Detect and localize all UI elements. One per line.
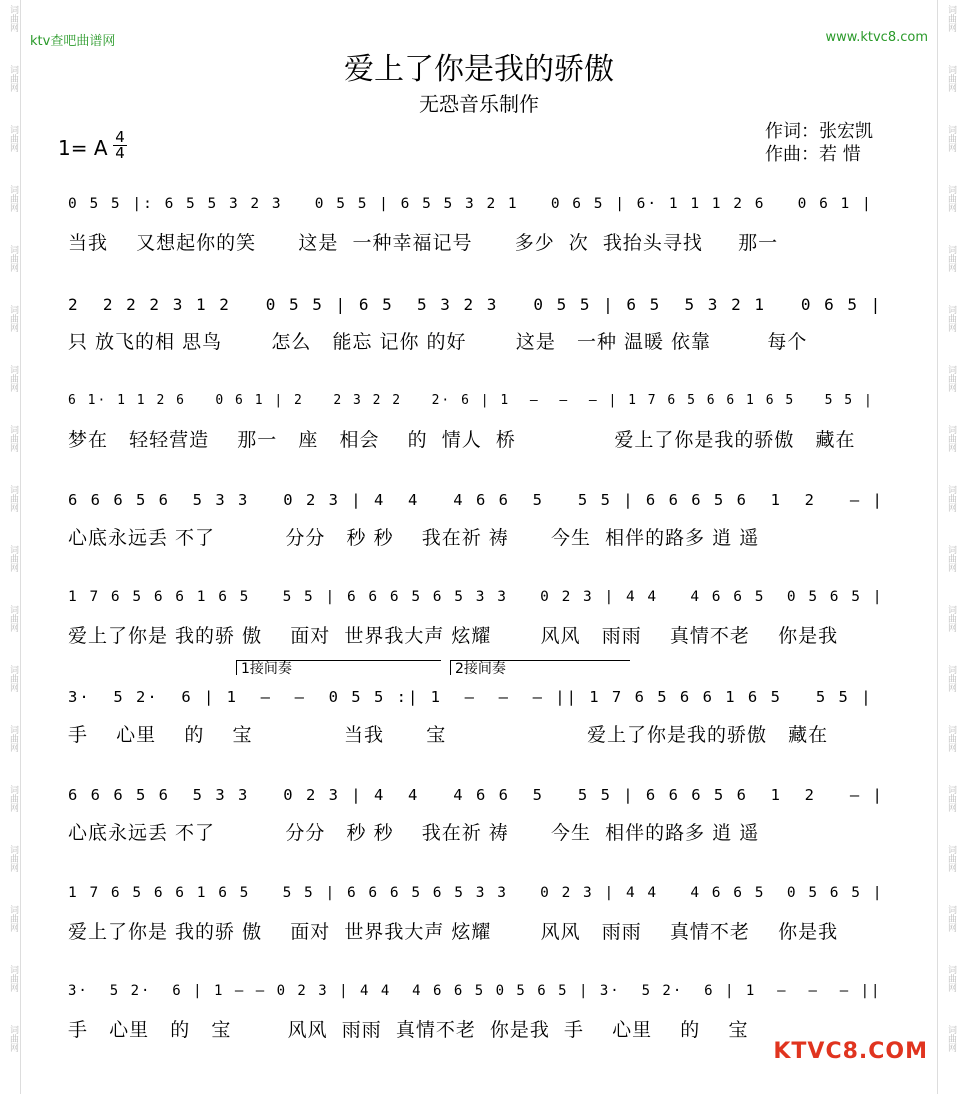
notation-line: 0 5 5 |: 6 5 5 3 2 3 0 5 5 | 6 5 5 3 2 1 0 6 5 | 6· 1 1 1 2 6 0 6 1 | (68, 196, 873, 212)
notation-line: 1 7 6 5 6 6 1 6 5 5 5 | 6 6 6 5 6 5 3 3 0 2 3 | 4 4 4 6 6 5 0 5 6 5 | (68, 589, 884, 605)
lyrics-line: 爱上了你是 我的骄 傲 面对 世界我大声 炫耀 风风 雨雨 真情不老 你是我 (68, 921, 839, 943)
side-watermark-text: 词曲网 (8, 305, 18, 332)
lyrics-line: 当我 又想起你的笑 这是 一种幸福记号 多少 次 我抬头寻找 那一 (68, 232, 779, 254)
site-logo: KTVC8.COM (773, 1039, 928, 1064)
lyricist: 作词：张宏凯 (765, 121, 873, 142)
side-watermark-text: 词曲网 (946, 665, 956, 692)
side-watermark-text: 词曲网 (8, 485, 18, 512)
lyrics-line: 心底永远丢 不了 分分 秒 秒 我在祈 祷 今生 相伴的路多 逍 遥 (68, 527, 760, 549)
side-watermark-text: 词曲网 (8, 785, 18, 812)
side-watermark-text: 词曲网 (8, 185, 18, 212)
score-system (68, 589, 888, 659)
site-name-left[interactable]: ktv查吧曲谱网 (30, 34, 116, 49)
notation-line: 6 6 6 5 6 5 3 3 0 2 3 | 4 4 4 6 6 5 5 5 | 6 6 6 5 6 1 2 — | (68, 491, 884, 509)
volta-first: 1接间奏 (236, 660, 441, 675)
credits (765, 120, 873, 166)
lyrics-line: 心底永远丢 不了 分分 秒 秒 我在祈 祷 今生 相伴的路多 逍 遥 (68, 822, 760, 844)
side-watermark-text: 词曲网 (946, 425, 956, 452)
score-system (68, 688, 888, 758)
time-bottom: 4 (113, 145, 127, 161)
score-system (68, 786, 888, 856)
side-watermark-text: 词曲网 (8, 65, 18, 92)
lyrics-line: 爱上了你是 我的骄 傲 面对 世界我大声 炫耀 风风 雨雨 真情不老 你是我 (68, 625, 839, 647)
score-system (68, 393, 888, 463)
song-title: 爱上了你是我的骄傲 (344, 52, 614, 87)
notation-line: 2 2 2 2 3 1 2 0 5 5 | 6 5 5 3 2 3 0 5 5 | 6 5 5 3 2 1 0 6 5 | (68, 295, 883, 314)
side-watermark-text: 词曲网 (946, 185, 956, 212)
notation-line: 3· 5 2· 6 | 1 — — 0 2 3 | 4 4 4 6 6 5 0 5 6 5 | 3· 5 2· 6 | 1 — — — || (68, 983, 882, 999)
lyrics-line: 梦在 轻轻营造 那一 座 相会 的 情人 桥 爱上了你是我的骄傲 藏在 (68, 429, 856, 451)
score-system (68, 983, 888, 1053)
score-system (68, 196, 888, 266)
side-watermark-text: 词曲网 (946, 965, 956, 992)
score-system (68, 491, 888, 561)
side-watermark-text: 词曲网 (946, 845, 956, 872)
volta-second: 2接间奏 (450, 660, 630, 675)
notation-line: 1 7 6 5 6 6 1 6 5 5 5 | 6 6 6 5 6 5 3 3 0 2 3 | 4 4 4 6 6 5 0 5 6 5 | (68, 885, 884, 901)
left-watermark-strip (0, 0, 21, 1094)
side-watermark-text: 词曲网 (946, 905, 956, 932)
side-watermark-text: 词曲网 (946, 605, 956, 632)
side-watermark-text: 词曲网 (8, 845, 18, 872)
side-watermark-text: 词曲网 (8, 5, 18, 32)
side-watermark-text: 词曲网 (946, 1025, 956, 1052)
side-watermark-text: 词曲网 (8, 965, 18, 992)
side-watermark-text: 词曲网 (8, 1025, 18, 1052)
lyrics-line: 只 放飞的相 思鸟 怎么 能忘 记你 的好 这是 一种 温暖 依靠 每个 (68, 331, 808, 353)
side-watermark-text: 词曲网 (8, 425, 18, 452)
score-system (68, 295, 888, 365)
side-watermark-text: 词曲网 (8, 365, 18, 392)
side-watermark-text: 词曲网 (946, 365, 956, 392)
notation-line: 3· 5 2· 6 | 1 — — 0 5 5 :| 1 — — — || 1 7 6 5 6 6 1 6 5 5 5 | (68, 688, 873, 706)
time-signature (113, 130, 127, 161)
composer: 作曲：若 惜 (765, 144, 861, 165)
side-watermark-text: 词曲网 (8, 245, 18, 272)
key-signature: 1= A (58, 136, 108, 160)
side-watermark-text: 词曲网 (8, 905, 18, 932)
lyrics-line: 手 心里 的 宝 风风 雨雨 真情不老 你是我 手 心里 的 宝 (68, 1019, 749, 1041)
side-watermark-text: 词曲网 (946, 245, 956, 272)
side-watermark-text: 词曲网 (946, 485, 956, 512)
side-watermark-text: 词曲网 (8, 665, 18, 692)
right-watermark-strip (937, 0, 958, 1094)
side-watermark-text: 词曲网 (946, 725, 956, 752)
side-watermark-text: 词曲网 (8, 605, 18, 632)
side-watermark-text: 词曲网 (8, 545, 18, 572)
lyrics-line: 手 心里 的 宝 当我 宝 爱上了你是我的骄傲 藏在 (68, 724, 829, 746)
side-watermark-text: 词曲网 (946, 5, 956, 32)
side-watermark-text: 词曲网 (946, 305, 956, 332)
notation-line: 6 1· 1 1 2 6 0 6 1 | 2 2 3 2 2 2· 6 | 1 — — — | 1 7 6 5 6 6 1 6 5 5 5 | (68, 393, 874, 408)
notation-line: 6 6 6 5 6 5 3 3 0 2 3 | 4 4 4 6 6 5 5 5 | 6 6 6 5 6 1 2 — | (68, 786, 884, 804)
side-watermark-text: 词曲网 (8, 725, 18, 752)
site-url-right[interactable]: www.ktvc8.com (825, 30, 928, 45)
side-watermark-text: 词曲网 (8, 125, 18, 152)
song-subtitle: 无恐音乐制作 (419, 92, 539, 116)
side-watermark-text: 词曲网 (946, 545, 956, 572)
side-watermark-text: 词曲网 (946, 125, 956, 152)
score-system (68, 885, 888, 955)
time-top: 4 (115, 128, 125, 146)
side-watermark-text: 词曲网 (946, 65, 956, 92)
side-watermark-text: 词曲网 (946, 785, 956, 812)
